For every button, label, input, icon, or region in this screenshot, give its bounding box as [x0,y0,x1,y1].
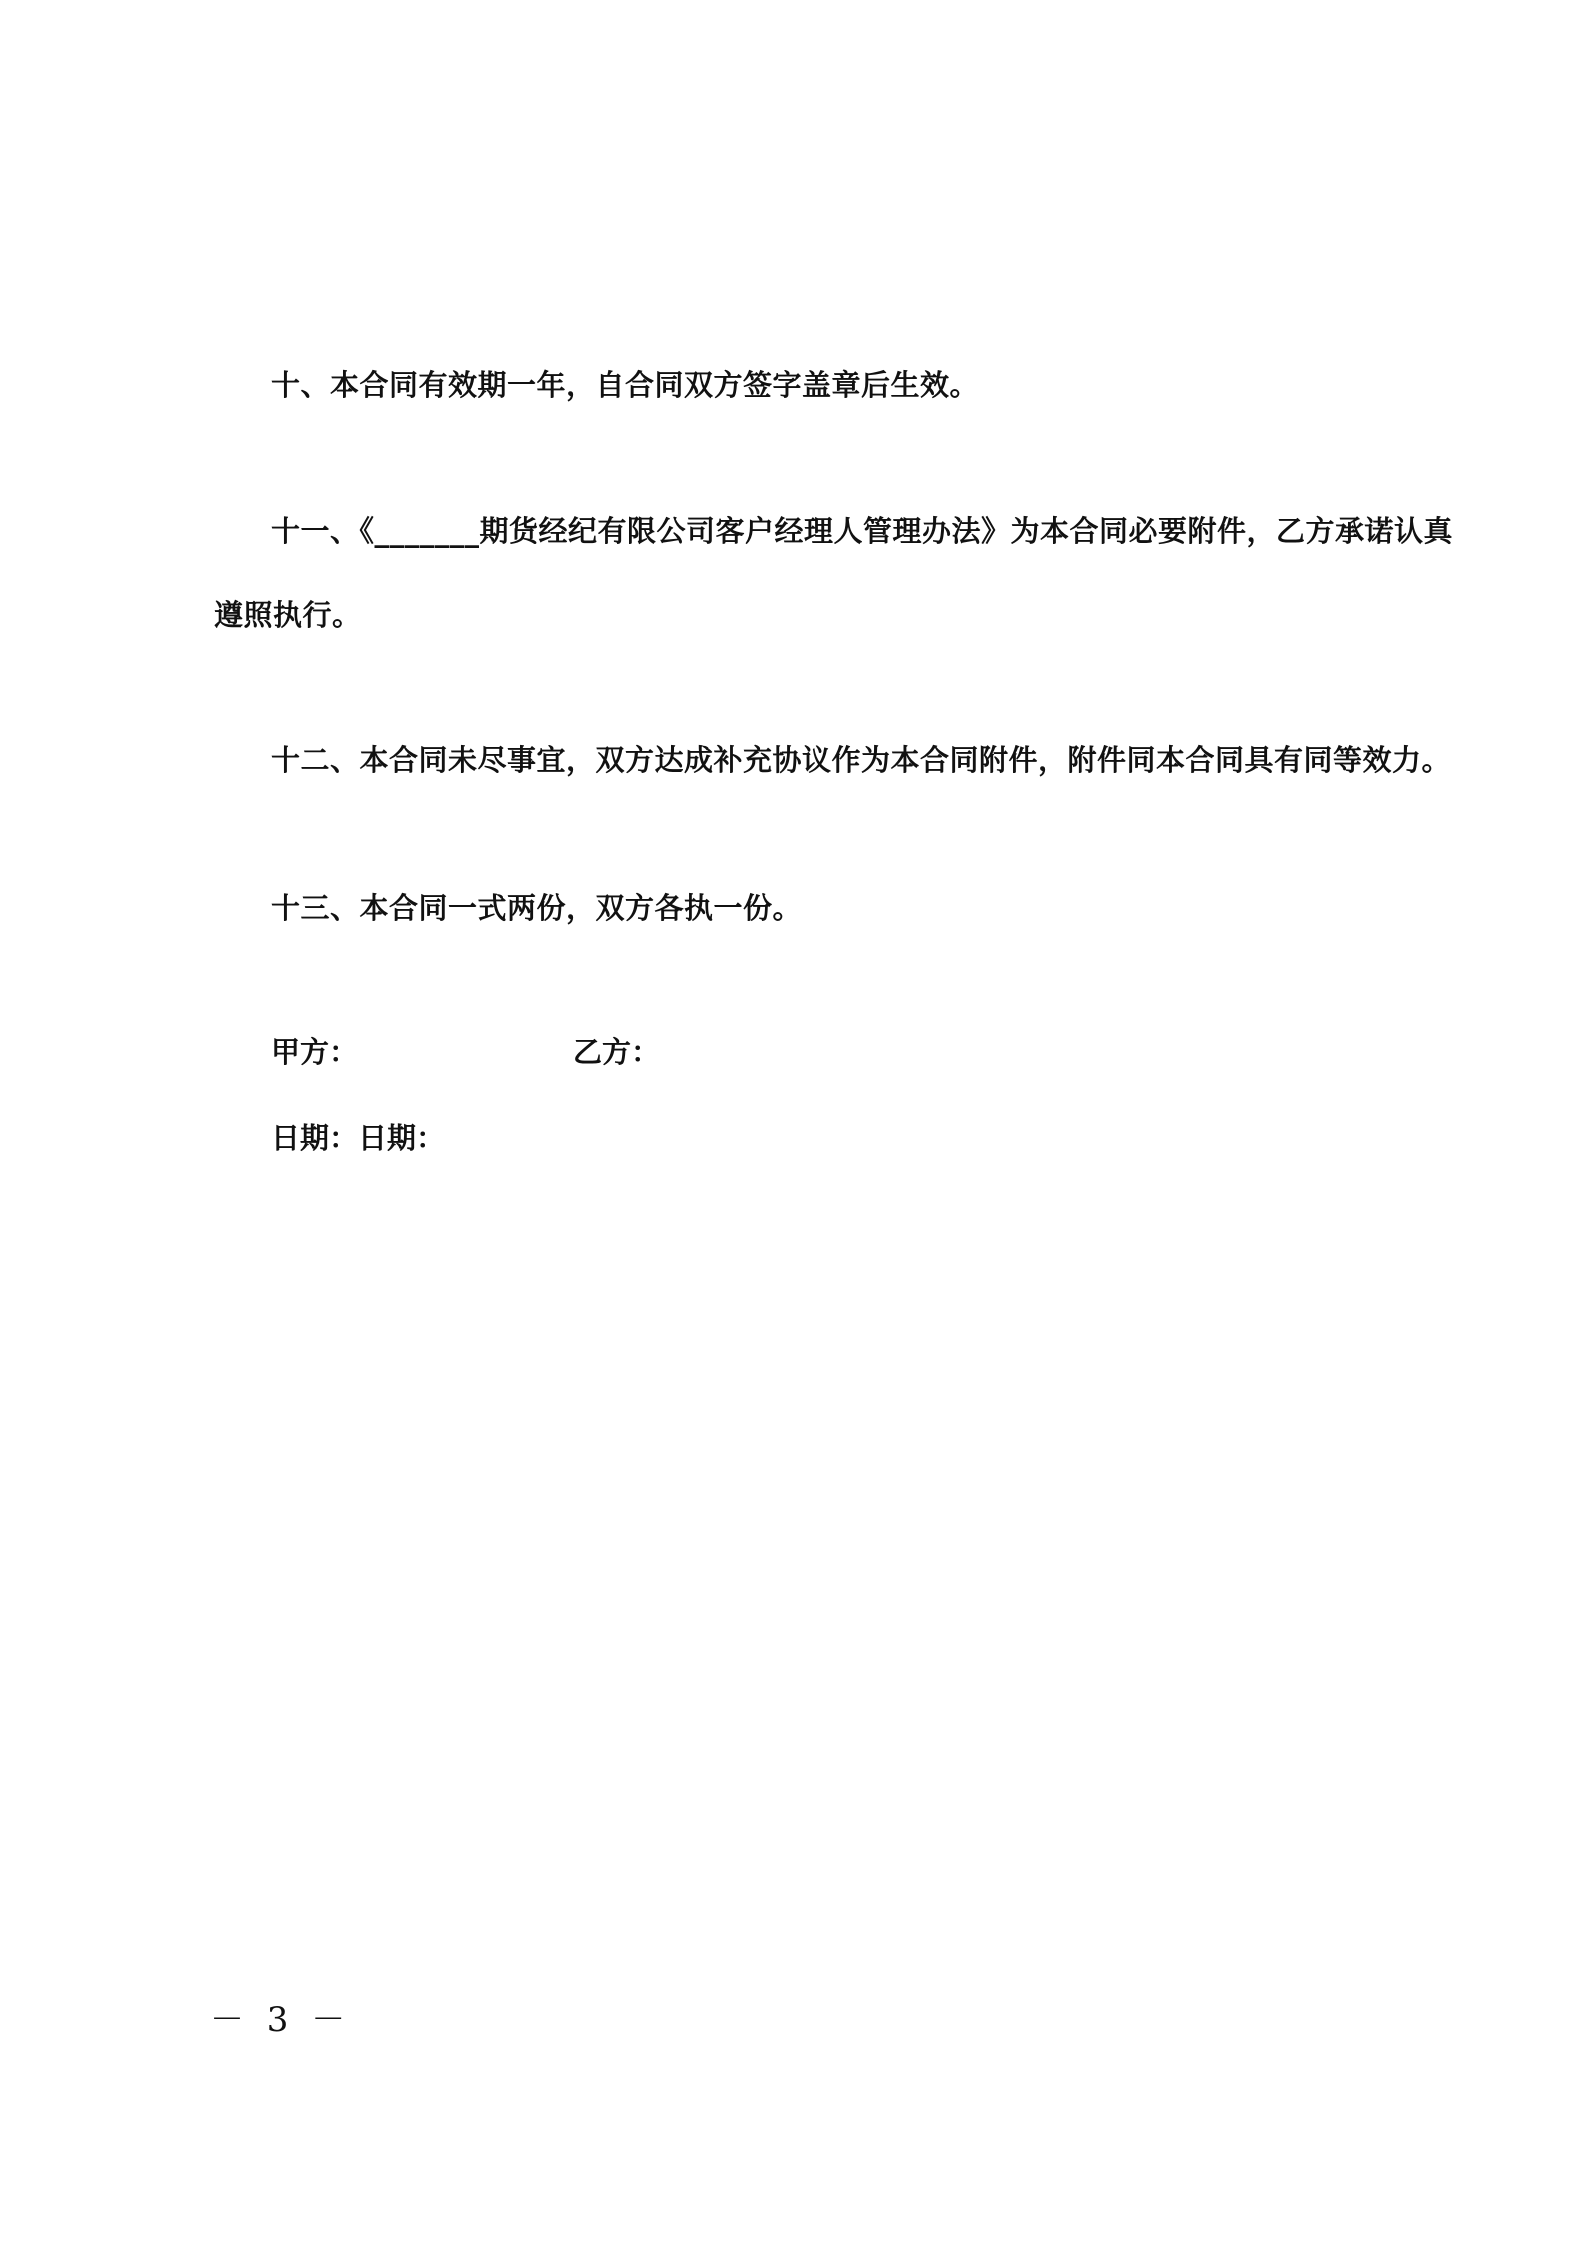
clause-11-line-1: 十一、《_______期货经纪有限公司客户经理人管理办法》为本合同必要附件，乙方承诺认真 [271,514,1454,548]
page-number: － 3 － [210,2000,352,2040]
party-a-label: 甲方： [271,1035,359,1069]
date-labels: 日期：日期： [271,1121,446,1155]
clause-13: 十三、本合同一式两份，双方各执一份。 [271,891,803,925]
clause-12: 十二、本合同未尽事宜，双方达成补充协议作为本合同附件，附件同本合同具有同等效力。 [271,743,1452,777]
clause-10: 十、本合同有效期一年，自合同双方签字盖章后生效。 [271,368,980,402]
clause-11-line-2: 遵照执行。 [214,598,362,632]
party-b-label: 乙方： [573,1035,661,1069]
